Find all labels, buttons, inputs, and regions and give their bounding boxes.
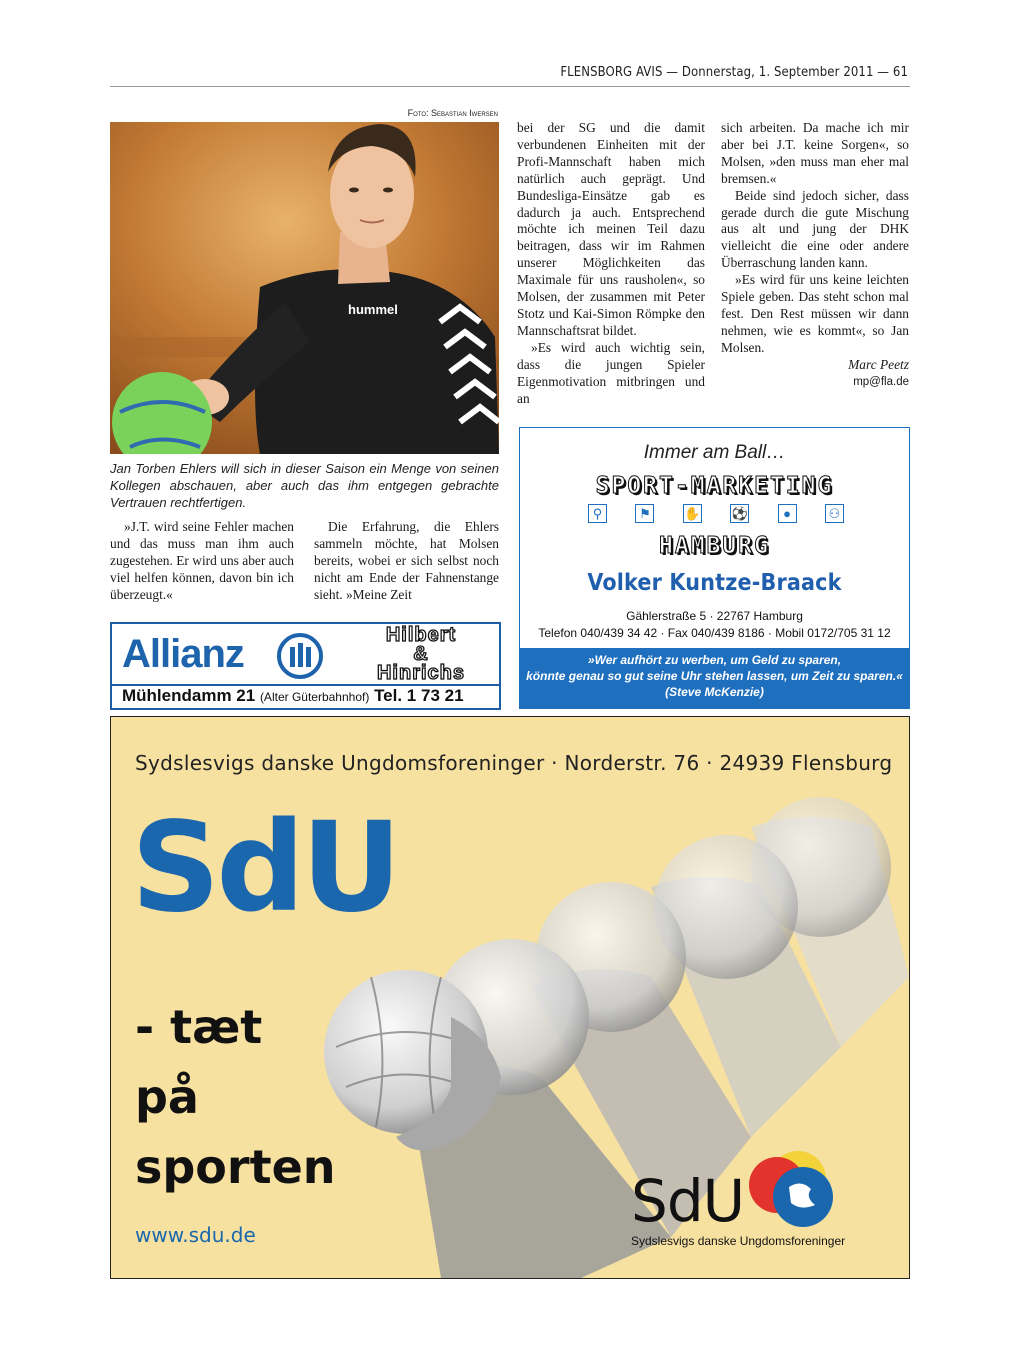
volleyball-icon: ● bbox=[778, 504, 797, 523]
allianz-address bbox=[122, 686, 464, 706]
quote-line: »Wer aufhört zu werben, um Geld zu sparen, bbox=[587, 653, 842, 667]
article-paragraph: sich arbeiten. Da mache ich mir aber bei J.T. keine Sorgen«, so Molsen, »den muss man eher mal bremsen.« bbox=[721, 120, 909, 186]
rugby-icon: ⚑ bbox=[635, 504, 654, 523]
player-photo bbox=[110, 122, 499, 454]
sdu-ad[interactable] bbox=[110, 716, 910, 1279]
hockey-icon: ⚲ bbox=[588, 504, 607, 523]
sport-icon-row bbox=[588, 504, 844, 526]
article-column-4 bbox=[721, 120, 909, 391]
allianz-wordmark: Allianz bbox=[122, 632, 244, 676]
sport-contact-name: Volker Kuntze-Braack bbox=[587, 570, 842, 596]
allianz-agency-name bbox=[348, 626, 494, 683]
allianz-street: Mühlendamm 21 bbox=[122, 686, 256, 705]
quote-line: könnte genau so gut seine Uhr stehen lassen, um Zeit zu sparen.« bbox=[526, 669, 903, 683]
player-illustration bbox=[110, 122, 499, 454]
article-column-3 bbox=[517, 120, 705, 407]
photo-credit: Foto: Sebastian Iwersen bbox=[407, 108, 498, 118]
article-author: Marc Peetz bbox=[848, 356, 909, 372]
allianz-ad[interactable] bbox=[110, 622, 501, 710]
team-icon: ⚇ bbox=[825, 504, 844, 523]
handball-icon: ✋ bbox=[684, 506, 701, 521]
sport-phones: Telefon 040/439 34 42 · Fax 040/439 8186 · Mobil 0172/705 31 12 bbox=[538, 626, 891, 640]
article-paragraph: bei der SG und die damit verbundenen Einheiten mit der Profi-Mannschaft haben mich natürlich auch geprägt. Und Bundesliga-Einsätze gab es dadurch ja auch. Entsprechend möchte ich meinen Teil dazu beitragen, dass wir im Rahmen unserer Möglichkeiten das Maximale für uns rausholen«, so Molsen, der zusammen mit Peter Stotz und Kai-Simon Römpke den Mannschaftsrat bildet. bbox=[517, 120, 705, 338]
allianz-eagle-icon bbox=[276, 632, 324, 680]
page-header bbox=[110, 62, 910, 87]
sport-city: HAMBURG bbox=[659, 533, 770, 559]
header-text: FLENSBORG AVIS — Donnerstag, 1. September 2011 — 61 bbox=[560, 65, 908, 80]
sport-address: Gählerstraße 5 · 22767 Hamburg bbox=[626, 609, 803, 623]
sdu-logo-subtitle: Sydslesvigs danske Ungdomsforeninger bbox=[631, 1234, 846, 1248]
sdu-slogan bbox=[135, 992, 336, 1202]
allianz-street-note: (Alter Güterbahnhof) bbox=[259, 690, 370, 704]
agency-name-line: Hilbert bbox=[385, 624, 457, 646]
agency-name-ampersand: & bbox=[413, 643, 429, 665]
sport-marketing-ad[interactable] bbox=[519, 427, 910, 709]
sport-quote-banner bbox=[520, 648, 909, 708]
sdu-slogan-line: - tæt bbox=[135, 1000, 263, 1054]
sport-title: SPORT-MARKETING bbox=[595, 473, 834, 499]
article-paragraph: Beide sind jedoch sicher, dass gerade durch die gute Mischung aus alt und jung der DHK vielleicht die eine oder andere Überraschung landen kann. bbox=[721, 187, 909, 271]
sdu-headline: SdU bbox=[131, 796, 398, 940]
article-column-1 bbox=[110, 519, 294, 604]
sdu-slogan-line: på bbox=[135, 1070, 199, 1124]
article-paragraph: Die Erfahrung, die Ehlers sammeln möchte, hat Molsen bereits, wobei er sich selbst noch nicht am Ende der Fahnenstange sieht. »Meine Zeit bbox=[314, 519, 499, 602]
sdu-logo-wordmark: SdU bbox=[631, 1167, 745, 1235]
shirt-brand: hummel bbox=[348, 302, 398, 317]
allianz-phone: Tel. 1 73 21 bbox=[374, 686, 464, 705]
sdu-slogan-line: sporten bbox=[135, 1140, 336, 1194]
author-email-link[interactable]: mp@fla.de bbox=[853, 375, 909, 388]
article-column-2 bbox=[314, 519, 499, 604]
agency-name-line: Hinrichs bbox=[376, 662, 466, 684]
football-icon: ⚽ bbox=[731, 506, 748, 521]
quote-author: (Steve McKenzie) bbox=[665, 685, 764, 699]
sdu-address: Sydslesvigs danske Ungdomsforeninger · Norderstr. 76 · 24939 Flensburg bbox=[135, 751, 893, 775]
article-paragraph: »J.T. wird seine Fehler machen und das muss man ihm auch zugestehen. Er wird uns aber auch viel helfen können, davon bin ich überzeugt.« bbox=[110, 519, 294, 602]
photo-caption: Jan Torben Ehlers will sich in dieser Saison ein Menge von seinen Kollegen abschauen, aber auch das ihm entgegen gebrachte Vertrauen rechtfertigen. bbox=[110, 461, 499, 510]
sdu-website-link[interactable]: www.sdu.de bbox=[135, 1223, 256, 1247]
article-paragraph: »Es wird auch wichtig sein, dass die jungen Spieler Eigenmotivation mitbringen und an bbox=[517, 339, 705, 406]
article-paragraph: »Es wird für uns keine leichten Spiele geben. Das steht schon mal fest. Den Rest müssen wir dann nehmen, wie es kommt«, so Jan Molsen. bbox=[721, 272, 909, 355]
sport-slogan: Immer am Ball… bbox=[643, 442, 786, 463]
